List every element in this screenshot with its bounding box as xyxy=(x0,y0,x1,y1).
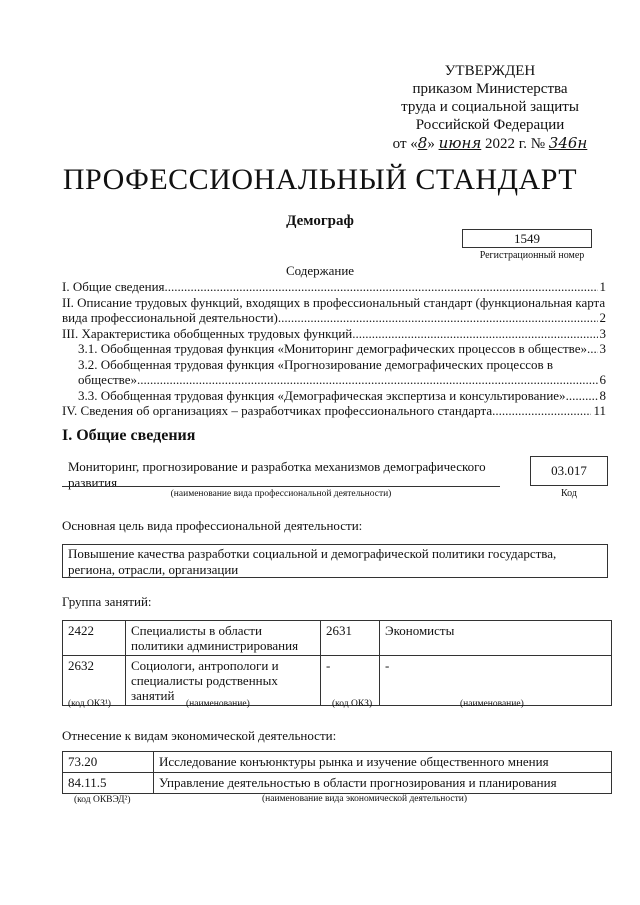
activity-caption: (наименование вида профессиональной деятельности) xyxy=(170,489,392,499)
table-row: 84.11.5 Управление деятельностью в области прогнозирования и планирования xyxy=(63,773,612,794)
table-of-contents xyxy=(62,279,606,419)
toc-item[interactable]: 3.3. Обобщенная трудовая функция «Демографическая экспертиза и консультирование» ..... 8 xyxy=(62,388,606,404)
toc-item[interactable]: III. Характеристика обобщенных трудовых функций ..... 3 xyxy=(62,326,606,342)
activity-underline xyxy=(62,486,500,487)
approval-block xyxy=(360,62,620,153)
econ-name-caption: (наименование вида экономической деятельности) xyxy=(262,794,467,804)
document-title: ПРОФЕССИОНАЛЬНЫЙ СТАНДАРТ xyxy=(62,163,578,196)
table-row: 2422 Специалисты в области политики администрирования 2631 Экономисты xyxy=(63,621,612,656)
order-date-line: от «8» июня 2022 г. № 346н xyxy=(392,134,588,152)
approval-line-1: УТВЕРЖДЕН xyxy=(444,63,536,79)
toc-item[interactable]: обществе» ..... 6 xyxy=(62,372,606,388)
okz-caption-2: (код ОКЗ) xyxy=(332,699,373,709)
goal-text: Повышение качества разработки социальной и демографической политики государства, региона, отрасли, организации xyxy=(62,544,608,578)
registration-caption: Регистрационный номер xyxy=(479,250,585,261)
toc-item[interactable]: I. Общие сведения ..... 1 xyxy=(62,279,606,295)
toc-item[interactable]: IV. Сведения об организациях – разработчиках профессионального стандарта ..... 11 xyxy=(62,403,606,419)
order-month: июня xyxy=(438,134,482,152)
group-label: Группа занятий: xyxy=(62,594,152,609)
order-number: 346н xyxy=(548,134,588,152)
code-caption: Код xyxy=(561,488,577,499)
okved-caption: (код ОКВЭД²) xyxy=(74,795,131,805)
standard-name: Демограф xyxy=(286,213,354,229)
toc-item[interactable]: вида профессиональной деятельности) ..... 2 xyxy=(62,310,606,326)
table-row: 2632 Социологи, антропологи и специалисты родственных занятий - - xyxy=(63,656,612,706)
section-heading: I. Общие сведения xyxy=(62,427,196,444)
name-caption-2: (наименование) xyxy=(460,699,524,709)
toc-item-wrap: 3.2. Обобщенная трудовая функция «Прогнозирование демографических процессов в xyxy=(78,356,554,372)
econ-activity-table xyxy=(62,751,612,794)
approval-line-2: приказом Министерства xyxy=(412,81,568,97)
order-day: 8 xyxy=(417,134,428,152)
name-caption: (наименование) xyxy=(186,699,250,709)
table-row: 73.20 Исследование конъюнктуры рынка и изучение общественного мнения xyxy=(63,752,612,773)
toc-heading: Содержание xyxy=(285,263,355,278)
activity-code: 03.017 xyxy=(530,456,608,486)
registration-number: 1549 xyxy=(462,229,592,248)
econ-label: Отнесение к видам экономической деятельности: xyxy=(62,728,337,743)
occupation-group-table xyxy=(62,620,612,706)
toc-item[interactable]: 3.1. Обобщенная трудовая функция «Мониторинг демографических процессов в обществе» ..... 3 xyxy=(62,341,606,357)
goal-label: Основная цель вида профессиональной деятельности: xyxy=(62,518,363,533)
okz-caption: (код ОКЗ¹) xyxy=(68,699,111,709)
activity-type: Мониторинг, прогнозирование и разработка механизмов демографического развития xyxy=(68,459,486,490)
toc-item-wrap: II. Описание трудовых функций, входящих в профессиональный стандарт (функциональная карта xyxy=(62,294,606,310)
approval-line-3: труда и социальной защиты xyxy=(401,99,579,115)
approval-line-4: Российской Федерации xyxy=(415,117,565,133)
